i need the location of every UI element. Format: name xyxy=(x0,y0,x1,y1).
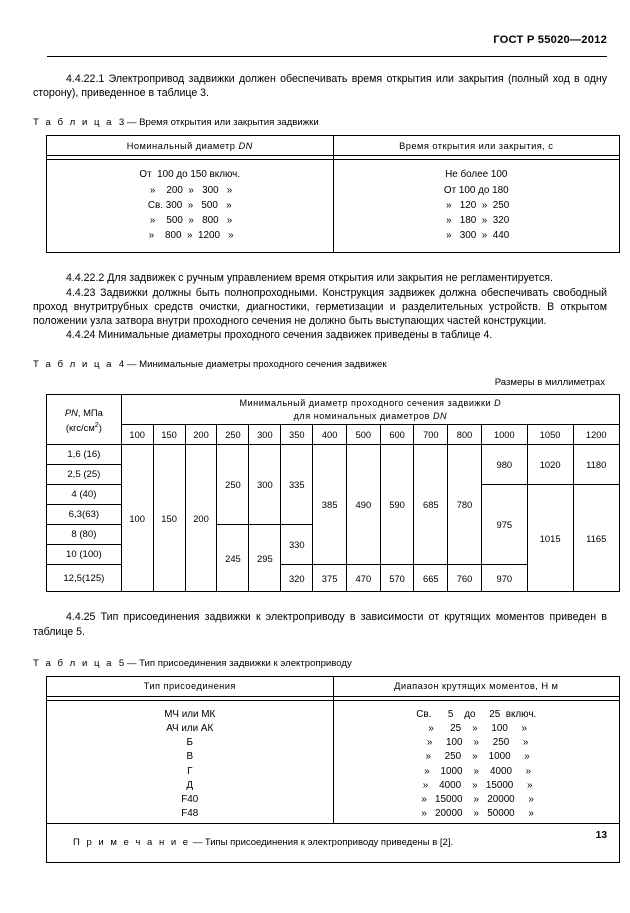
table3-col1-line: » 500 » 800 » xyxy=(147,215,233,227)
table3-col1-line: » 800 » 1200 » xyxy=(145,230,234,242)
table3-caption-number: 3 xyxy=(118,117,125,129)
table5-col1-line: Г xyxy=(187,765,193,777)
table4-cell-dn700-bot: 665 xyxy=(414,565,448,592)
table-row xyxy=(47,445,620,465)
table4-cell-dn1000-top: 980 xyxy=(481,445,527,485)
table4-pn-value: 1,6 (16) xyxy=(47,445,122,465)
table4-dn-header: 350 xyxy=(281,425,313,445)
table3-caption-text: — Время открытия или закрытия задвижки xyxy=(126,117,319,129)
table3-col2-line: » 120 » 250 xyxy=(443,199,510,211)
table4-dn-header: 300 xyxy=(249,425,281,445)
table3-col2-line: » 300 » 440 xyxy=(443,230,510,242)
table4-cell-dn500-top: 490 xyxy=(346,445,380,565)
table3-header-col1 xyxy=(47,136,334,156)
table5-col2-line: » 250 » 1000 » xyxy=(422,751,530,763)
table4-pn-value: 10 (100) xyxy=(47,545,122,565)
table3-col2-line: От 100 до 180 xyxy=(443,184,509,196)
table4-cell-dn800-top: 780 xyxy=(448,445,482,565)
table4-pn-value: 6,3(63) xyxy=(47,505,122,525)
table4-cell-dn350-top: 335 xyxy=(281,445,313,525)
table5-col1-cell xyxy=(47,700,334,823)
table4-dn-header: 500 xyxy=(346,425,380,445)
table5-col2-line: » 1000 » 4000 » xyxy=(421,765,532,777)
table-5 xyxy=(46,676,620,863)
table5-note-label: П р и м е ч а н и е xyxy=(73,837,191,849)
table4-dn-header: 150 xyxy=(153,425,185,445)
table3-caption-label: Т а б л и ц а xyxy=(33,117,114,129)
table4-dn-header: 700 xyxy=(414,425,448,445)
table4-header-span xyxy=(121,395,619,425)
table4-pn-value: 4 (40) xyxy=(47,485,122,505)
table4-dn-header: 800 xyxy=(448,425,482,445)
table4-span-line2-italic: DN xyxy=(432,410,448,421)
table4-cell-dn400-top: 385 xyxy=(313,445,347,565)
table4-pn-value: 8 (80) xyxy=(47,525,122,545)
table4-header-row-1 xyxy=(47,395,620,425)
table4-cell-dn1050-top: 1020 xyxy=(527,445,573,485)
paragraph-4-4-24: 4.4.24 Минимальные диаметры проходного сечения задвижек приведены в таблице 4. xyxy=(66,329,493,342)
table-3 xyxy=(46,135,620,253)
table4-pn-value: 2,5 (25) xyxy=(47,465,122,485)
table4-units-note: Размеры в миллиметрах xyxy=(494,377,605,389)
table3-header-row xyxy=(47,136,620,156)
table4-pn-alt-unit: (кгс/см xyxy=(65,421,95,433)
table4-dn-header: 1050 xyxy=(527,425,573,445)
table4-cell-dn150: 150 xyxy=(153,445,185,592)
table5-note-row xyxy=(47,823,620,862)
table4-cell-dn600-bot: 570 xyxy=(380,565,414,592)
table-4 xyxy=(46,394,620,592)
table4-caption-number: 4 xyxy=(118,359,125,371)
table4-dn-header: 1200 xyxy=(573,425,619,445)
table3-col2-line: » 180 » 320 xyxy=(443,215,510,227)
table4-cell-dn1200-top: 1180 xyxy=(573,445,619,485)
table5-col2-line: Св. 5 до 25 включ. xyxy=(416,708,537,720)
table4-dn-header: 100 xyxy=(121,425,153,445)
table5-col1-line: В xyxy=(186,751,194,763)
table4-caption-label: Т а б л и ц а xyxy=(33,359,114,371)
table4-cell-dn350-mid: 330 xyxy=(281,525,313,565)
table4-cell-dn1200-bot: 1165 xyxy=(573,485,619,592)
table4-span-line1: Минимальный диаметр проходного сечения задвижки xyxy=(239,398,495,409)
table5-col1-line: Д xyxy=(186,779,194,791)
table3-body-row xyxy=(47,160,620,253)
table5-col2-line: » 20000 » 50000 » xyxy=(418,808,534,820)
table4-span-line1-italic: D xyxy=(494,398,502,409)
table5-caption-text: — Тип присоединения задвижки к электроприводу xyxy=(126,657,352,669)
table4-cell-dn250-top: 250 xyxy=(217,445,249,525)
table4-cell-dn500-bot: 470 xyxy=(346,565,380,592)
table4-cell-dn700-top: 685 xyxy=(414,445,448,565)
table5-body-row xyxy=(47,700,620,823)
table4-pn-symbol: PN xyxy=(64,406,78,418)
table3-col2-cell xyxy=(333,160,620,253)
table5-caption-number: 5 xyxy=(118,657,125,669)
paragraph-4-4-23: 4.4.23 Задвижки должны быть полнопроходными. Конструкция задвижек должна обеспечивать свободный проход внутритрубных средств очистки, диагностики, герметизации и разделительных устройств. В открытом положении узла затвора внутри проходного сечения не должно быть выступающих частей конструкции. xyxy=(33,286,607,328)
table4-header-pn xyxy=(47,395,122,445)
table5-note xyxy=(47,823,620,862)
table4-cell-dn400-bot: 375 xyxy=(313,565,347,592)
page-content xyxy=(33,72,607,863)
table5-col2-line: » 100 » 250 » xyxy=(424,737,529,749)
table3-col1-line: От 100 до 150 включ. xyxy=(139,169,241,181)
table4-cell-dn800-bot: 760 xyxy=(448,565,482,592)
paragraph-4-4-22-1: 4.4.22.1 Электропривод задвижки должен обеспечивать время открытия или закрытия (полный ход в одну сторону), приведенное в таблице 3. xyxy=(33,73,607,100)
table4-cell-dn1000-bot: 970 xyxy=(481,565,527,592)
table5-col1-line: F48 xyxy=(181,808,199,820)
table5-col1-line: F40 xyxy=(181,794,199,806)
table3-col2-line: Не более 100 xyxy=(445,169,508,181)
table5-header-row xyxy=(47,676,620,696)
table5-col2-cell xyxy=(333,700,620,823)
table4-cell-dn350-bot: 320 xyxy=(281,565,313,592)
table4-cell-dn100: 100 xyxy=(121,445,153,592)
table3-header-col1-text: Номинальный диаметр xyxy=(126,140,239,151)
table4-dn-header: 250 xyxy=(217,425,249,445)
paragraph-4-4-25: 4.4.25 Тип присоединения задвижки к электроприводу в зависимости от крутящих моментов приведен в таблице 5. xyxy=(33,611,607,638)
table3-col1-line: Св. 300 » 500 » xyxy=(147,199,232,211)
table4-cell-dn1000-mid: 975 xyxy=(481,485,527,565)
table3-col1-line: » 200 » 300 » xyxy=(147,184,233,196)
paragraph-4-4-22-2: 4.4.22.2 Для задвижек с ручным управлением время открытия или закрытия не регламентируется. xyxy=(66,272,553,285)
table4-cell-dn300-top: 300 xyxy=(249,445,281,525)
table5-col2-line: » 25 » 100 » xyxy=(425,723,528,735)
standard-header: ГОСТ Р 55020—2012 xyxy=(493,34,607,46)
table5-note-text: — Типы присоединения к электроприводу приведены в [2]. xyxy=(190,837,454,849)
table5-col1-line: МЧ или МК xyxy=(164,708,216,720)
table5-col1-line: АЧ или АК xyxy=(166,723,214,735)
table5-col1-line: Б xyxy=(186,737,193,749)
table4-cell-dn250-bot: 245 xyxy=(217,525,249,592)
table3-caption xyxy=(33,116,607,129)
table4-span-line2: для номинальных диаметров xyxy=(293,410,433,421)
table3-col1-cell xyxy=(47,160,334,253)
table5-caption-label: Т а б л и ц а xyxy=(33,657,114,669)
table4-pn-value: 12,5(125) xyxy=(47,565,122,592)
table4-dn-header: 1000 xyxy=(481,425,527,445)
table4-cell-dn1050-bot: 1015 xyxy=(527,485,573,592)
table4-header-row-2 xyxy=(47,425,620,445)
table5-header-col1: Тип присоединения xyxy=(47,676,334,696)
table3-header-col1-italic: DN xyxy=(238,140,253,151)
table4-pn-unit: , МПа xyxy=(77,406,103,418)
table4-caption-text: — Минимальные диаметры проходного сечения задвижек xyxy=(126,359,387,371)
table5-col2-line: » 4000 » 15000 » xyxy=(419,779,533,791)
table4-pn-alt-unit-sup: 2 xyxy=(94,421,99,429)
table4-cell-dn200: 200 xyxy=(185,445,217,592)
table4-dn-header: 600 xyxy=(380,425,414,445)
table4-dn-header: 200 xyxy=(185,425,217,445)
table5-header-col2: Диапазон крутящих моментов, Н м xyxy=(333,676,620,696)
table5-caption xyxy=(33,657,607,670)
table5-col2-line: » 15000 » 20000 » xyxy=(418,794,534,806)
table4-cell-dn600-top: 590 xyxy=(380,445,414,565)
header-rule xyxy=(47,56,607,57)
table3-header-col2: Время открытия или закрытия, с xyxy=(333,136,620,156)
table4-dn-header: 400 xyxy=(313,425,347,445)
table4-cell-dn300-bot: 295 xyxy=(249,525,281,592)
table4-pn-alt-unit-end: ) xyxy=(98,421,102,433)
table4-caption xyxy=(33,358,607,371)
page-number: 13 xyxy=(595,830,607,841)
